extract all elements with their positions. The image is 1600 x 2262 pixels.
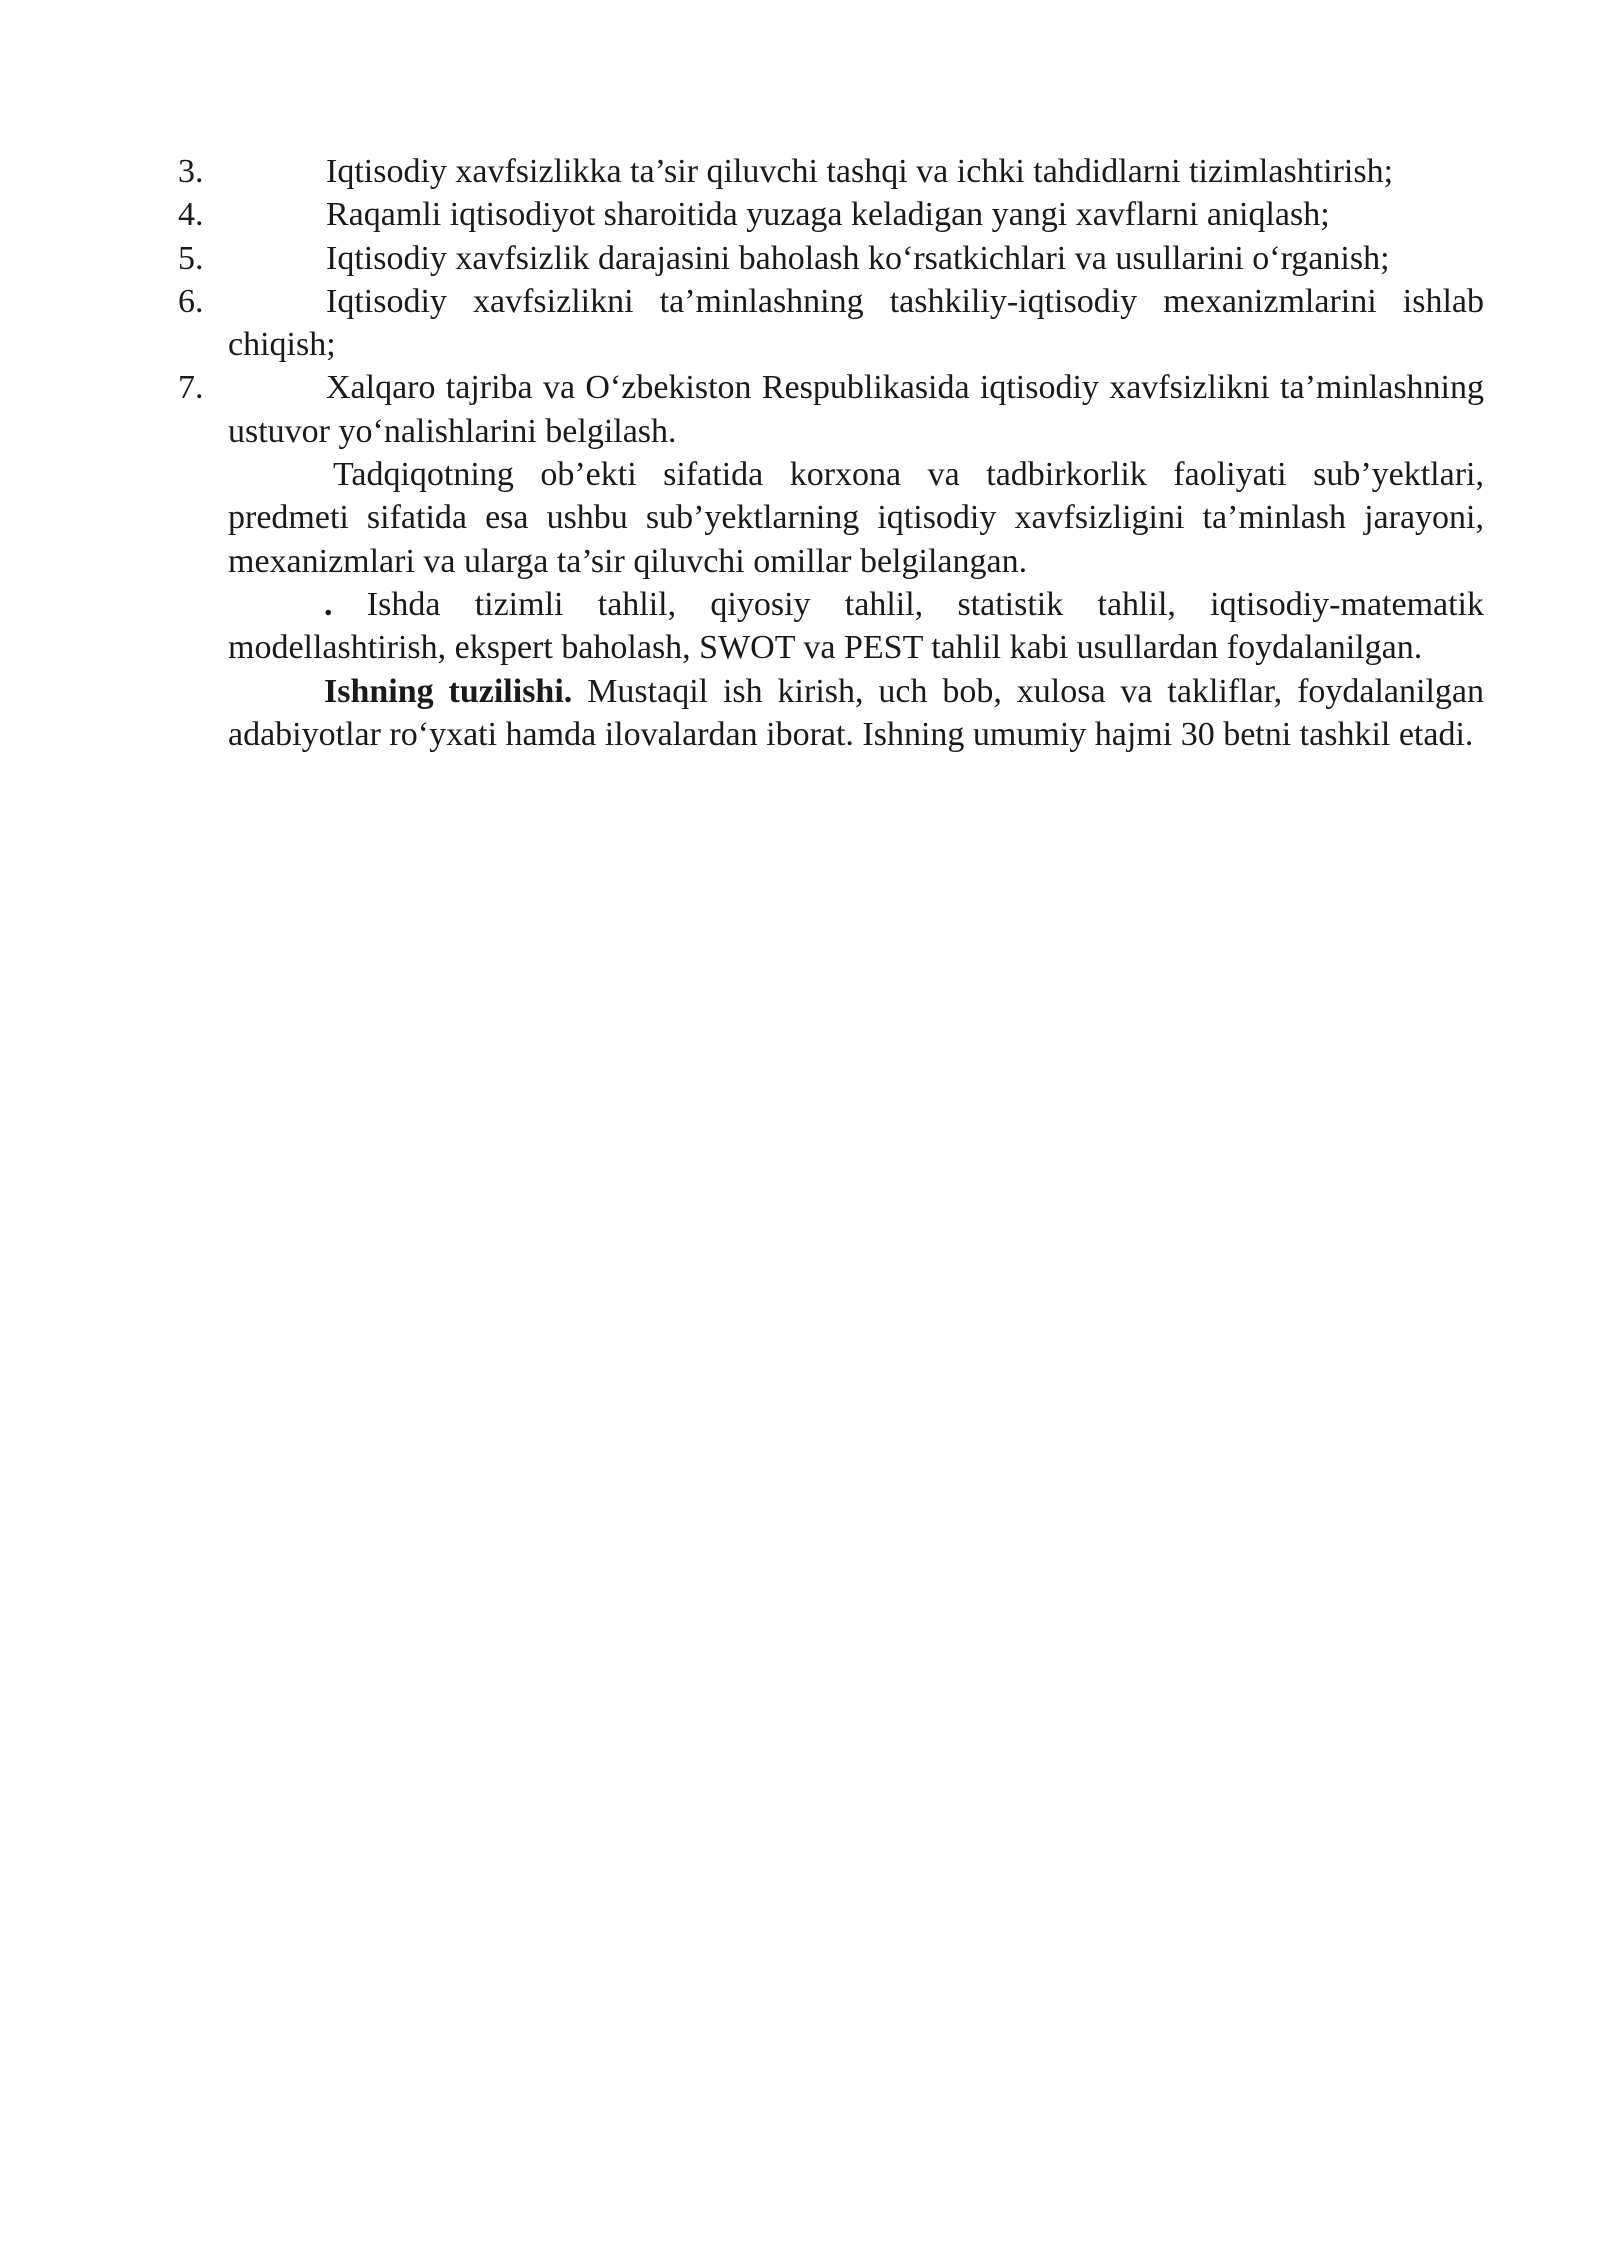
paragraph-object-subject: Tadqiqotning ob’ekti sifatida korxona va tadbirkorlik faoliyati sub’yektlari, predmeti sifatida esa ushbu sub’yektlarning iqtisodiy xavfsizligini ta’minlash jarayoni, mexanizmlari va ularga ta’sir qiluvchi omillar belgilangan. bbox=[228, 456, 1484, 580]
list-item-text: Raqamli iqtisodiyot sharoitida yuzaga keladigan yangi xavflarni aniqlash; bbox=[326, 196, 1330, 234]
list-number: 3. bbox=[178, 153, 204, 190]
methods-text: Ishda tizimli tahlil, qiyosiy tahlil, statistik tahlil, iqtisodiy-matematik modellashtirish, ekspert baholash, SWOT va PEST tahlil kabi usullardan foydalanilgan. bbox=[228, 585, 1485, 667]
paragraph-methods bbox=[228, 583, 1484, 670]
list-item-6 bbox=[178, 280, 1484, 367]
list-number: 6. bbox=[178, 282, 204, 320]
list-item-5 bbox=[178, 237, 1484, 280]
list-item-3 bbox=[178, 150, 1484, 193]
list-number: 7. bbox=[178, 369, 204, 407]
methods-lead-mark: . bbox=[324, 585, 333, 623]
list-item-7 bbox=[178, 366, 1484, 453]
paragraph-structure bbox=[228, 670, 1484, 757]
list-number: 5. bbox=[178, 239, 204, 277]
structure-heading: Ishning tuzilishi. bbox=[324, 672, 573, 710]
list-item-text: Iqtisodiy xavfsizlikka ta’sir qiluvchi tashqi va ichki tahdidlarni tizimlashtirish; bbox=[326, 153, 1394, 190]
list-number: 4. bbox=[178, 196, 204, 234]
document-body bbox=[178, 150, 1485, 756]
list-item-text: Xalqaro tajriba va O‘zbekiston Respublikasida iqtisodiy xavfsizlikni ta’minlashning ustuvor yo‘nalishlarini belgilash. bbox=[228, 369, 1484, 450]
list-item-text: Iqtisodiy xavfsizlik darajasini baholash ko‘rsatkichlari va usullarini o‘rganish; bbox=[326, 239, 1390, 277]
list-item-text: Iqtisodiy xavfsizlikni ta’minlashning tashkiliy-iqtisodiy mexanizmlarini ishlab chiqish; bbox=[228, 282, 1484, 364]
structure-text: Mustaqil ish kirish, uch bob, xulosa va takliflar, foydalanilgan adabiyotlar ro‘yxati hamda ilovalardan iborat. Ishning umumiy hajmi 30 betni tashkil etadi. bbox=[228, 672, 1485, 753]
list-item-4 bbox=[178, 193, 1484, 236]
